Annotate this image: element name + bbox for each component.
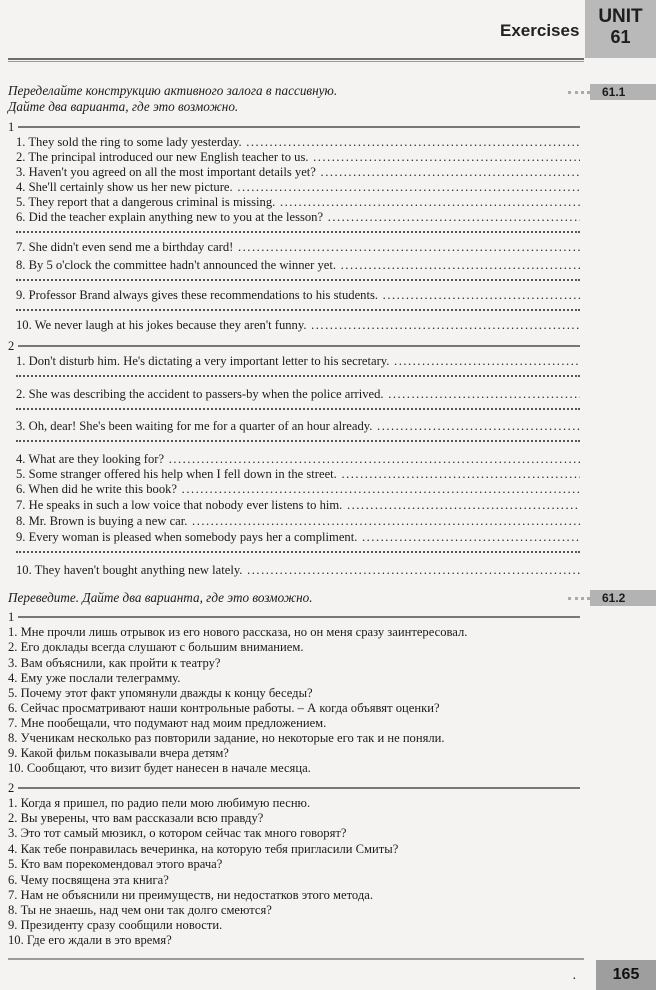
answer-line (16, 303, 580, 311)
exercise-item: 7. He speaks in such a low voice that nobody ever listens to him. ..... (16, 498, 580, 513)
answer-line (16, 369, 580, 377)
exercise-item: 5. Some stranger offered his help when I fell down in the street. ..... (16, 467, 580, 482)
exercise-tab-61-1: 61.1 (590, 84, 656, 100)
section-title: Exercises (500, 21, 580, 40)
group-heading (8, 340, 580, 354)
group-heading (8, 782, 580, 796)
exercise-item: 8. Ты не знаешь, над чем они так долго смеются? (8, 903, 272, 917)
exercise-item: 10. Где его ждали в это время? (8, 933, 172, 947)
exercise-item: 4. Как тебе понравилась вечеринка, на которую тебя пригласили Смиты? (8, 842, 399, 856)
exercise-instruction: Переведите. Дайте два варианта, где это возможно. (8, 590, 313, 605)
decorative-dot: · (572, 972, 577, 987)
group-number: 2 (8, 781, 15, 795)
answer-line (16, 402, 580, 410)
answer-line (16, 273, 580, 281)
exercise-item: 5. Кто вам порекомендовал этого врача? (8, 857, 223, 871)
exercise-item: 6. Did the teacher explain anything new to you at the lesson? ..... (16, 210, 580, 225)
unit-number: 61 (610, 27, 631, 47)
exercise-item: 3. Oh, dear! She's been waiting for me for a quarter of an hour already. ..... (16, 419, 580, 434)
exercise-item: 2. The principal introduced our new English teacher to us. ..... (16, 150, 580, 165)
answer-line (16, 545, 580, 553)
group-heading (8, 121, 580, 135)
exercise-tab-61-2: 61.2 (590, 590, 656, 606)
exercise-item: 10. They haven't bought anything new lately. ..... (16, 563, 580, 578)
exercise-item: 8. By 5 o'clock the committee hadn't announced the winner yet. ..... (16, 258, 580, 273)
exercise-item: 2. Вы уверены, что вам рассказали всю правду? (8, 811, 264, 825)
page-number: 165 (596, 960, 656, 990)
exercise-item: 7. Мне пообещали, что подумают над моим предложением. (8, 716, 327, 730)
group-number: 1 (8, 120, 15, 134)
unit-label: UNIT (598, 6, 643, 27)
group-number: 1 (8, 610, 15, 624)
exercise-item: 8. Ученикам несколько раз повторили задание, но некоторые его так и не поняли. (8, 731, 445, 745)
answer-line (16, 225, 580, 233)
exercise-item: 2. She was describing the accident to passers-by when the police arrived. ..... (16, 387, 580, 402)
unit-badge (585, 0, 656, 58)
exercise-item: 9. Professor Brand always gives these recommendations to his students. ..... (16, 288, 580, 303)
exercise-item: 6. When did he write this book? ..... (16, 482, 580, 497)
exercise-item: 9. Every woman is pleased when somebody pays her a compliment. ..... (16, 530, 580, 545)
exercise-item: 1. They sold the ring to some lady yesterday. ..... (16, 135, 580, 150)
exercise-item: 3. Haven't you agreed on all the most important details yet? ..... (16, 165, 580, 180)
exercise-item: 4. Ему уже послали телеграмму. (8, 671, 181, 685)
exercise-item: 10. We never laugh at his jokes because they aren't funny. ..... (16, 318, 580, 333)
exercise-item: 8. Mr. Brown is buying a new car. ..... (16, 514, 580, 529)
exercise-item: 1. Мне прочли лишь отрывок из его нового рассказа, но он меня сразу заинтересовал. (8, 625, 468, 639)
exercise-item: 7. She didn't even send me a birthday card! ..... (16, 240, 580, 255)
group-number: 2 (8, 339, 15, 353)
exercise-item: 5. They report that a dangerous criminal is missing. ..... (16, 195, 580, 210)
exercise-item: 9. Президенту сразу сообщили новости. (8, 918, 223, 932)
exercise-item: 3. Вам объяснили, как пройти к театру? (8, 656, 221, 670)
answer-line (16, 434, 580, 442)
exercise-item: 7. Нам не объяснили ни преимуществ, ни недостатков этого метода. (8, 888, 374, 902)
exercise-item: 5. Почему этот факт упомянули дважды к концу беседы? (8, 686, 313, 700)
exercise-item: 6. Чему посвящена эта книга? (8, 873, 169, 887)
exercise-item: 6. Сейчас просматривают наши контрольные работы. – А когда объявят оценки? (8, 701, 440, 715)
group-heading (8, 611, 580, 625)
exercise-item: 2. Его доклады всегда слушают с большим вниманием. (8, 640, 304, 654)
exercise-instruction-line1: Переделайте конструкцию активного залога в пассивную. (8, 83, 338, 98)
exercise-item: 9. Какой фильм показывали вчера детям? (8, 746, 229, 760)
exercise-item: 3. Это тот самый мюзикл, о котором сейчас так много говорят? (8, 826, 347, 840)
exercise-instruction-line2: Дайте два варианта, где это возможно. (8, 99, 239, 114)
exercise-item: 1. Когда я пришел, по радио пели мою любимую песню. (8, 796, 311, 810)
header-rule (8, 58, 584, 62)
exercise-item: 1. Don't disturb him. He's dictating a very important letter to his secretary. ..... (16, 354, 580, 369)
exercise-item: 4. What are they looking for? ..... (16, 452, 580, 467)
footer-rule (8, 958, 584, 960)
exercise-item: 10. Сообщают, что визит будет нанесен в начале месяца. (8, 761, 311, 775)
exercise-item: 4. She'll certainly show us her new picture. ..... (16, 180, 580, 195)
